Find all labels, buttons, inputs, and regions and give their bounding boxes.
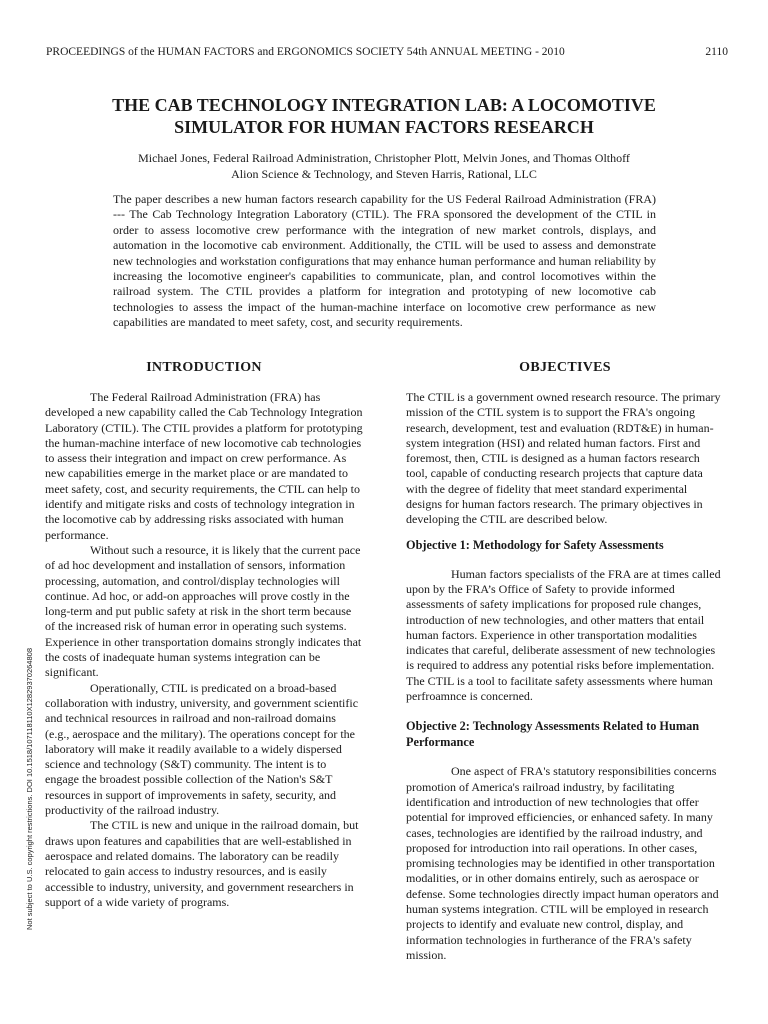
objective-1-heading: Objective 1: Methodology for Safety Assessments [406, 537, 664, 552]
spacer [406, 750, 724, 764]
spacer [406, 553, 724, 567]
objectives-heading: OBJECTIVES [519, 360, 611, 375]
abstract: The paper describes a new human factors research capability for the US Federal Railroad Administration (FRA) --- The Cab Technology Integration Laboratory (CTIL). The FRA sponsored the development of the CTIL in order to assess locomotive crew performance with the integration of new market controls, displays, and automation in the locomotive cab environment. Additionally, the CTIL will be used to assess and demonstrate new technologies and workstation configurations that may enhance human performance and human reliability by increasing the locomotive engineer's capabilities to communicate, plan, and control locomotives within the railroad system. The CTIL provides a platform for integration and prototyping of new locomotive cab technologies to assess the impact of the human-machine interface on locomotive crew performance as new capabilities are mandated to meet safety, cost, and security requirements. [113, 192, 656, 330]
author-line-2: Alion Science & Technology, and Steven Harris, Rational, LLC [231, 167, 537, 181]
introduction-paragraph-4: The CTIL is new and unique in the railroad domain, but draws upon features and capabilities that are well-established in aerospace and related domains. The laboratory can be readily relocated to gain access to industry resources, and is easily accessible to industry, university, and government researchers in support of a wide variety of programs. [45, 818, 359, 909]
introduction-paragraph-1: The Federal Railroad Administration (FRA) has developed a new capability called the Cab Technology Integration Laboratory (CTIL). The CTIL provides a platform for prototyping the human-machine interface of new locomotive cab technologies to assess their integration and impact on crew performance. As new capabilities emerge in the market place or are mandated to meet safety, cost, and security requirements, the CTIL can help to identify and mitigate risks and costs of technology integration in the locomotive cab by addressing risks associated with human performance. [45, 390, 363, 542]
spacer [406, 704, 724, 718]
objectives-column [406, 360, 724, 963]
objective-2-heading: Objective 2: Technology Assessments Related to Human Performance [406, 719, 700, 750]
running-header [30, 44, 728, 60]
copyright-doi-note: Not subject to U.S. copyright restrictions. DOI 10.1518/107118110X12829370264808 [25, 648, 34, 930]
introduction-column [45, 360, 363, 910]
objectives-intro-paragraph: The CTIL is a government owned research resource. The primary mission of the CTIL system is to support the FRA's ongoing research, development, test and evaluation (RDT&E) in human-system integration (HSI) and related human factors. First and foremost, then, CTIL is designed as a human factors research tool, capable of conducting research projects that capture data with the degree of fidelity that meet standard experimental designs for human factors research. The primary objectives in developing the CTIL are described below. [406, 390, 721, 527]
author-line-1: Michael Jones, Federal Railroad Administration, Christopher Plott, Melvin Jones, and Thomas Olthoff [138, 151, 630, 165]
introduction-paragraph-2: Without such a resource, it is likely that the current pace of ad hoc development and installation of sensors, information processing, automation, and control/display technologies will continue. Ad hoc, or add-on approaches will prove costly in the long-term and put public safety at risk in the short term because of the increased risk of human error in operating such systems. Experience in other transportation domains strongly indicates that the costs of inadequate human systems integration can be significant. [45, 542, 362, 680]
author-block [90, 150, 678, 182]
spacer [406, 528, 724, 537]
page-number: 2110 [705, 46, 728, 58]
objective-1-paragraph: Human factors specialists of the FRA are at times called upon by the FRA’s Office of Safety to provide informed assessments of safety implications for proposed rule changes, introduction of new technologies, and other matters that entail human factors. Experience in other transportation modalities indicates that careful, deliberate assessment of new technologies is required to address any potential risks before implementation. The CTIL is a tool to facilitate safety assessments where human perfroamnce is concerned. [406, 566, 721, 704]
paper-title: THE CAB TECHNOLOGY INTEGRATION LAB: A LOCOMOTIVE SIMULATOR FOR HUMAN FACTORS RESEARCH [112, 95, 656, 137]
introduction-heading: INTRODUCTION [146, 360, 262, 375]
objective-2-paragraph: One aspect of FRA's statutory responsibilities concerns promotion of America's railroad industry, by facilitating identification and introduction of new technologies that offer potential for improved efficiencies, or enhanced safety. In many cases, technologies are identified by the railroad industry, and proposed for introduction into rail operations. In other cases, promising technologies may be identified in other transportation modalities, or in other domains entirely, such as aerospace or defense. Some technologies directly impact human operators and human systems integration. CTIL will be employed in research projects to identify and evaluate new control, display, and information technologies in furtherance of the FRA's safety mission. [406, 764, 719, 962]
introduction-paragraph-3: Operationally, CTIL is predicated on a broad-based collaboration with industry, university, and government scientific and technical resources in railroad and non-railroad domains (e.g., aerospace and the military). The operations concept for the laboratory will make it readily available to a widely dispersed science and technology (S&T) community. The intent is to engage the broadest possible collection of the Nation's S&T resources in support of improvements in safety, security, and productivity of the railroad industry. [45, 680, 359, 818]
proceedings-title: PROCEEDINGS of the HUMAN FACTORS and ERGONOMICS SOCIETY 54th ANNUAL MEETING - 2010 [46, 46, 565, 58]
